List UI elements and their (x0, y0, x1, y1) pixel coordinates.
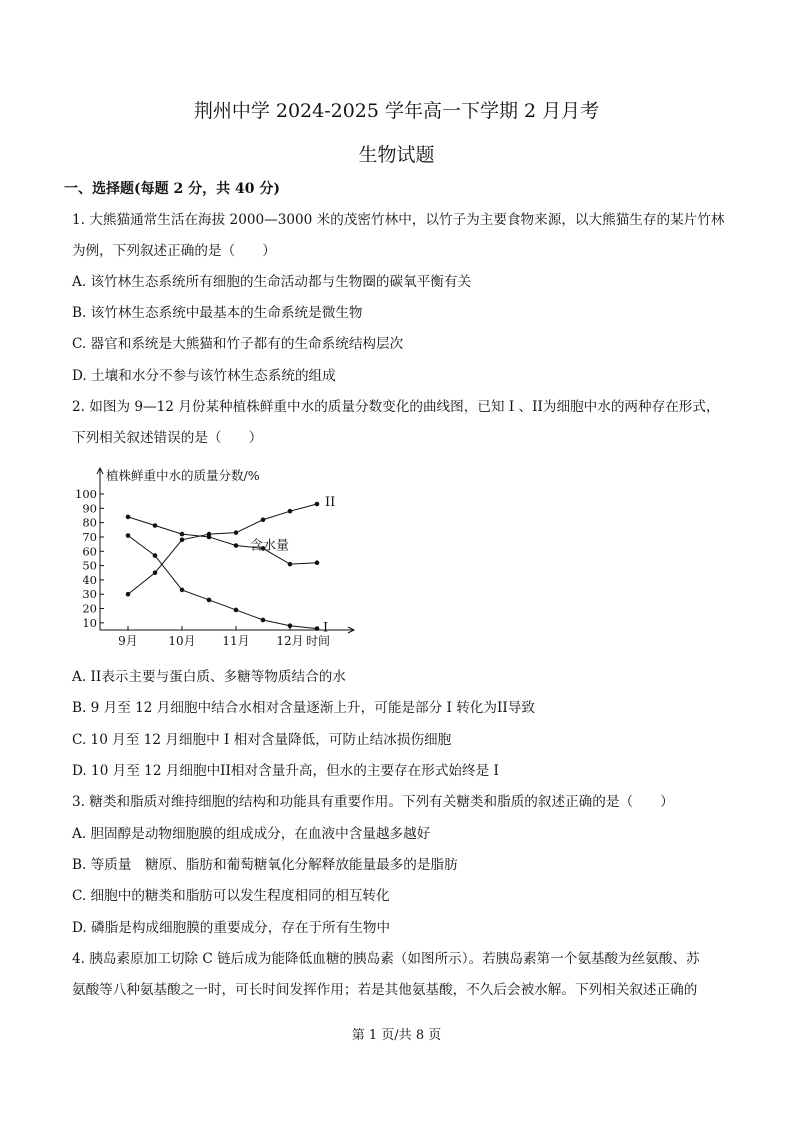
series-label: 含水量 (250, 538, 290, 554)
question-2-option-d: D. 10 月至 12 月细胞中II相对含量升高，但水的主要存在形式始终是 I (72, 763, 499, 779)
data-point (261, 618, 266, 623)
data-point (153, 570, 158, 575)
y-tick-label: 100 (75, 487, 97, 501)
question-2-stem-line-2: 下列相关叙述错误的是（ ） (72, 430, 263, 446)
question-1-option-d: D. 土壤和水分不参与该竹林生态系统的组成 (72, 368, 336, 384)
question-2-option-c: C. 10 月至 12 月细胞中 I 相对含量降低，可防止结冰损伤细胞 (72, 732, 452, 748)
data-point (153, 523, 158, 528)
y-tick-label: 80 (82, 515, 97, 530)
data-point (315, 502, 320, 507)
y-tick-label: 30 (82, 587, 97, 602)
data-point (315, 560, 320, 565)
x-tick-label: 11月 (222, 634, 250, 648)
data-point (234, 608, 239, 613)
page-title: 荆州中学 2024-2025 学年高一下学期 2 月月考 (193, 100, 600, 122)
page-subtitle: 生物试题 (358, 144, 435, 166)
data-point (207, 598, 212, 603)
y-tick-label: 50 (82, 558, 97, 573)
series-label: I (323, 620, 329, 636)
data-point (315, 626, 320, 631)
y-tick-label: 40 (82, 572, 97, 587)
data-point (180, 588, 185, 593)
x-tick-label: 9月 (118, 634, 138, 648)
data-point (261, 517, 266, 522)
data-point (234, 530, 239, 535)
y-tick-label: 70 (82, 529, 97, 544)
y-tick-label: 20 (82, 601, 97, 616)
question-2-stem-line-1: 2. 如图为 9—12 月份某种植株鲜重中水的质量分数变化的曲线图，已知 I 、II为细胞中水的两种存在形式， (72, 399, 720, 415)
x-tick-label: 10月 (168, 634, 196, 648)
question-2-option-a: A. II表示主要与蛋白质、多糖等物质结合的水 (72, 669, 346, 685)
question-1-option-a: A. 该竹林生态系统所有细胞的生命活动都与生物圈的碳氧平衡有关 (72, 274, 472, 290)
y-axis-label: 植株鲜重中水的质量分数/% (106, 468, 260, 483)
data-point (288, 562, 293, 567)
question-1-stem-line-2: 为例，下列叙述正确的是（ ） (72, 243, 276, 259)
data-point (126, 592, 131, 597)
data-point (126, 515, 131, 520)
page-footer: 第 1 页/共 8 页 (351, 1028, 442, 1043)
question-4-stem-line-1: 4. 胰岛素原加工切除 C 链后成为能降低血糖的胰岛素（如图所示）。若胰岛素第一个氨基酸为丝氨酸、苏 (72, 951, 700, 967)
data-point (153, 553, 158, 558)
x-tick-label: 12月 (276, 634, 304, 648)
data-point (180, 538, 185, 543)
water-content-chart (64, 458, 364, 658)
data-point (288, 623, 293, 628)
section-heading: 一、选择题(每题 2 分，共 40 分) (64, 181, 280, 197)
question-3-stem: 3. 糖类和脂质对维持细胞的结构和功能具有重要作用。下列有关糖类和脂质的叙述正确的是（ ） (72, 794, 674, 810)
y-tick-label: 10 (82, 615, 97, 630)
y-tick-label: 60 (82, 544, 97, 559)
question-3-option-c: C. 细胞中的糖类和脂肪可以发生程度相同的相互转化 (72, 888, 390, 904)
question-3-option-b: B. 等质量 糖原、脂肪和葡萄糖氧化分解释放能量最多的是脂肪 (72, 857, 458, 873)
y-tick-label: 90 (82, 501, 97, 516)
question-1-option-c: C. 器官和系统是大熊猫和竹子都有的生命系统结构层次 (72, 336, 404, 352)
question-2-option-b: B. 9 月至 12 月细胞中结合水相对含量逐渐上升，可能是部分 I 转化为II导致 (72, 700, 535, 716)
data-point (180, 532, 185, 537)
data-point (288, 509, 293, 514)
data-point (126, 533, 131, 538)
question-1-stem-line-1: 1. 大熊猫通常生活在海拔 2000—3000 米的茂密竹林中，以竹子为主要食物来源，以大熊猫生存的某片竹林 (72, 212, 725, 228)
data-point (207, 535, 212, 540)
data-point (234, 543, 239, 548)
question-4-stem-line-2: 氨酸等八种氨基酸之一时，可长时间发挥作用；若是其他氨基酸，不久后会被水解。下列相关叙述正确的 (72, 982, 698, 998)
x-axis-label: 时间 (306, 634, 331, 648)
question-3-option-d: D. 磷脂是构成细胞膜的重要成分，存在于所有生物中 (72, 920, 391, 936)
question-3-option-a: A. 胆固醇是动物细胞膜的组成成分，在血液中含量越多越好 (72, 826, 431, 842)
question-1-option-b: B. 该竹林生态系统中最基本的生命系统是微生物 (72, 305, 363, 321)
series-label: II (325, 495, 336, 511)
